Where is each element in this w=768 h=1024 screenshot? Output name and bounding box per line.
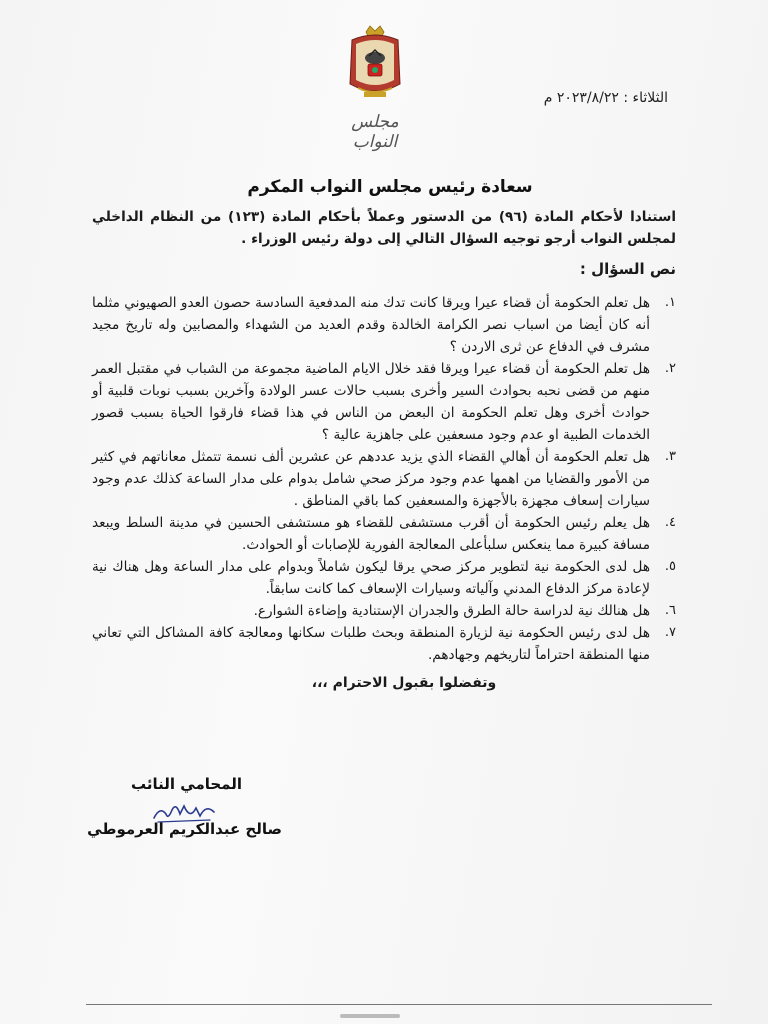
question-number: ٢. [664,361,676,376]
signatory-name: صالح عبدالكريم العرموطي [87,820,282,838]
question-number: ٧. [664,625,676,640]
question-number: ١. [664,295,676,310]
question-number: ٣. [664,449,676,464]
signatory-title: المحامي النائب [131,775,242,793]
question-text: هل تعلم الحكومة أن قضاء عيرا ويرقا كانت تدك منه المدفعية السادسة حصون العدو الصهيوني مثلما أنه كان أيضا من اسباب نصر الكرامة الخالدة وقدم العديد من الشهداء والمصابين وله تاريخ مجيد مشرف في الدفاع عن ثرى الاردن ؟ [92,295,650,355]
question-number: ٥. [664,559,676,574]
letter-date: الثلاثاء : ٢٠٢٣/٨/٢٢ م [543,90,668,106]
list-item [92,512,676,556]
list-item [92,600,676,622]
footer-divider [86,1004,712,1005]
list-item [92,622,676,666]
list-item [92,556,676,600]
question-text: هل لدى الحكومة نية لتطوير مركز صحي يرقا ليكون شاملاً وبدوام على مدار الساعة وهل هناك نية لإعادة مركز الدفاع المدني وآلياته وسيارات الإسعاف كما كانت سابقاً. [92,559,650,597]
council-name: مجلس النواب [351,112,399,152]
question-heading: نص السؤال : [579,260,676,278]
list-item [92,446,676,512]
question-text: هل تعلم الحكومة أن أهالي القضاء الذي يزيد عددهم عن عشرين ألف نسمة تتمثل معاناتهم في كثير من الأمور والقضايا من اهمها عدم وجود مركز صحي شامل بدوام على مدار الساعة كذلك عدم وجود سيارات إسعاف مجهزة بالأجهزة والمسعفين كما باقي المناطق . [92,449,650,509]
intro-paragraph: استنادا لأحكام المادة (٩٦) من الدستور وعملاً بأحكام المادة (١٢٣) من النظام الداخلي لمجلس النواب أرجو توجيه السؤال التالي إلى دولة رئيس الوزراء . [92,209,677,247]
addressee: سعادة رئيس مجلس النواب المكرم [247,177,533,197]
list-item [92,358,676,446]
letter-body [92,206,676,694]
question-text: هل لدى رئيس الحكومة نية لزيارة المنطقة وبحث طلبات سكانها ومعالجة كافة المشاكل التي تعاني منها المنطقة احتراماً لتاريخهم وجهادهم. [92,625,650,663]
question-number: ٤. [664,515,676,530]
jordan-coat-of-arms-icon [342,22,408,104]
question-text: هل يعلم رئيس الحكومة أن أقرب مستشفى للقضاء هو مستشفى الحسين في مدينة السلط ويبعد مسافة كبيرة مما ينعكس سلبأعلى المعالجة الفورية للإصابات أو الحوادث. [92,515,650,553]
question-list [92,292,676,666]
list-item [92,292,676,358]
footer-stub [340,1014,400,1018]
question-text: هل هنالك نية لدراسة حالة الطرق والجدران الإستنادية وإضاءة الشوارع. [253,603,650,619]
question-text: هل تعلم الحكومة أن قضاء عيرا ويرقا فقد خلال الايام الماضية مجموعة من الشباب في مقتبل العمر منهم من قضى نحبه بحوادث السير وأخرى بسبب حالات عسر الولادة وآخرين بسبب نوبات قلبية أو حوادث أخرى وهل تعلم الحكومة ان البعض من الناس في هذا قضاء فارقوا الحياة بسبب قصور الخدمات الطبية او عدم وجود مسعفين على جاهزية عالية ؟ [92,361,650,443]
closing-line: وتفضلوا بقبول الاحترام ،،، [311,675,497,691]
question-number: ٦. [664,603,676,618]
